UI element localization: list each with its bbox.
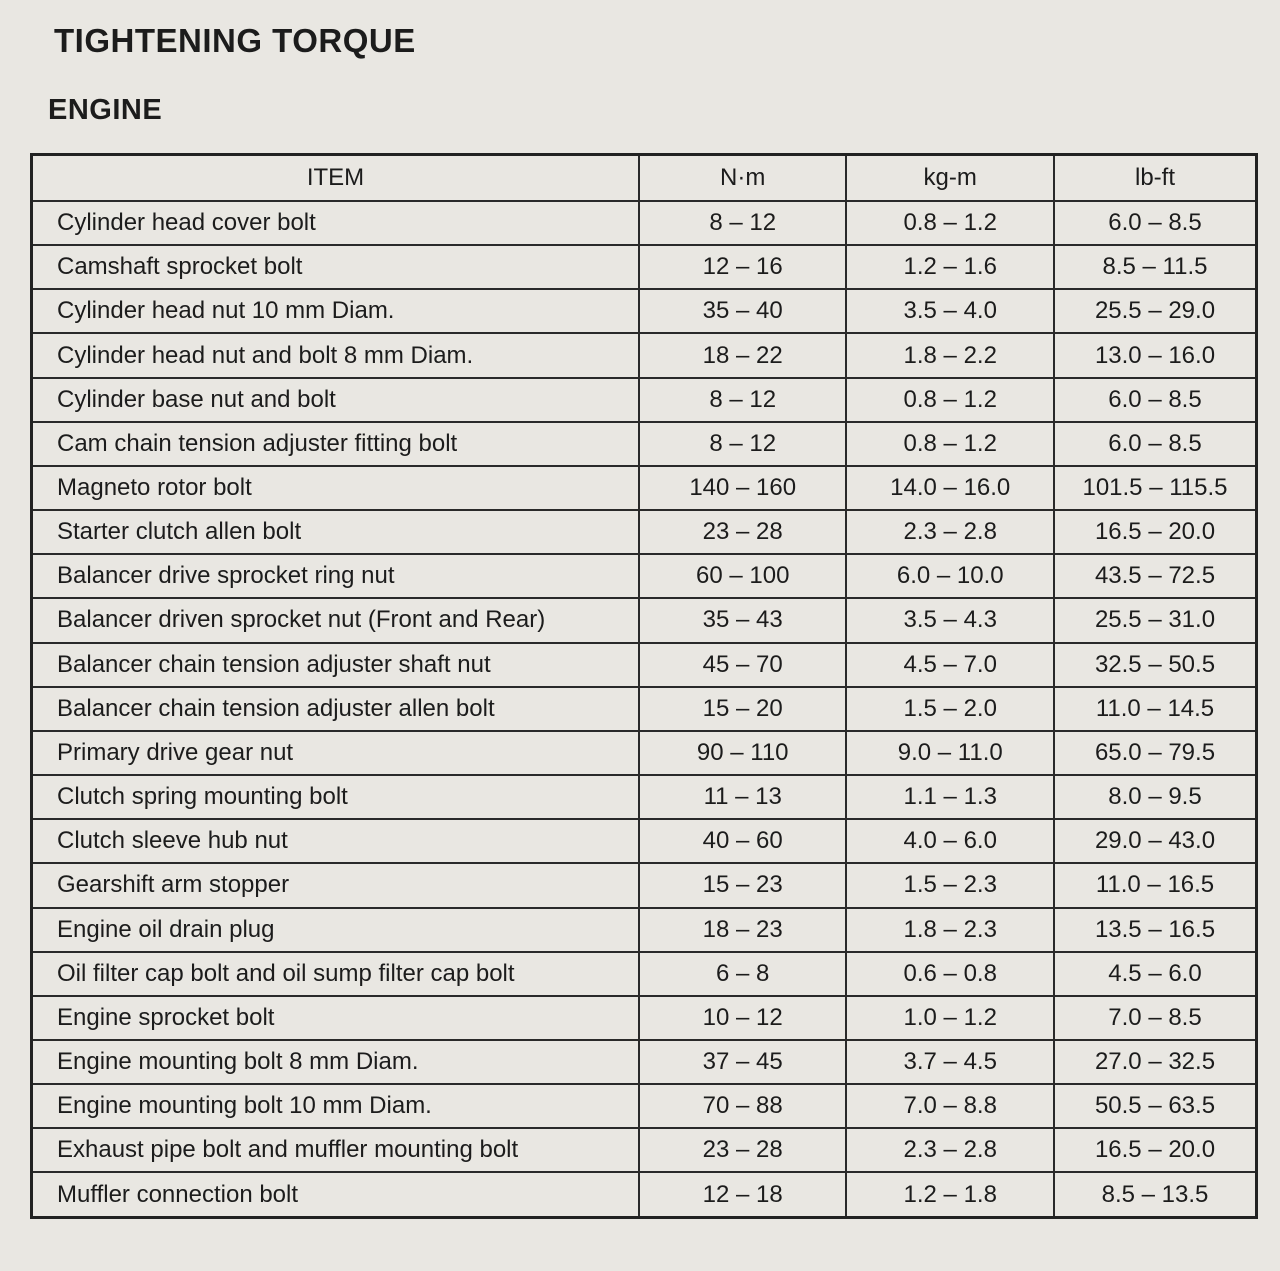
- kgm-cell: 0.8 – 1.2: [846, 422, 1054, 466]
- lbft-cell: 6.0 – 8.5: [1054, 201, 1257, 245]
- nm-cell: 140 – 160: [639, 466, 847, 510]
- nm-cell: 35 – 43: [639, 598, 847, 642]
- table-row: [32, 201, 1257, 245]
- kgm-cell: 6.0 – 10.0: [846, 554, 1054, 598]
- item-cell: Exhaust pipe bolt and muffler mounting bolt: [32, 1128, 639, 1172]
- lbft-cell: 6.0 – 8.5: [1054, 378, 1257, 422]
- item-cell: Clutch sleeve hub nut: [32, 819, 639, 863]
- nm-cell: 12 – 16: [639, 245, 847, 289]
- kgm-cell: 3.7 – 4.5: [846, 1040, 1054, 1084]
- item-cell: Magneto rotor bolt: [32, 466, 639, 510]
- item-cell: Starter clutch allen bolt: [32, 510, 639, 554]
- table-row: [32, 687, 1257, 731]
- lbft-cell: 50.5 – 63.5: [1054, 1084, 1257, 1128]
- item-cell: Oil filter cap bolt and oil sump filter cap bolt: [32, 952, 639, 996]
- kgm-cell: 1.5 – 2.0: [846, 687, 1054, 731]
- item-cell: Primary drive gear nut: [32, 731, 639, 775]
- lbft-cell: 8.5 – 13.5: [1054, 1172, 1257, 1217]
- kgm-cell: 0.8 – 1.2: [846, 378, 1054, 422]
- lbft-cell: 8.0 – 9.5: [1054, 775, 1257, 819]
- lbft-cell: 27.0 – 32.5: [1054, 1040, 1257, 1084]
- kgm-cell: 3.5 – 4.3: [846, 598, 1054, 642]
- table-row: [32, 731, 1257, 775]
- kgm-cell: 7.0 – 8.8: [846, 1084, 1054, 1128]
- table-row: [32, 510, 1257, 554]
- lbft-cell: 43.5 – 72.5: [1054, 554, 1257, 598]
- nm-cell: 23 – 28: [639, 510, 847, 554]
- table-row: [32, 378, 1257, 422]
- nm-cell: 6 – 8: [639, 952, 847, 996]
- table-row: [32, 422, 1257, 466]
- item-cell: Cylinder base nut and bolt: [32, 378, 639, 422]
- table-row: [32, 819, 1257, 863]
- kgm-cell: 3.5 – 4.0: [846, 289, 1054, 333]
- nm-cell: 23 – 28: [639, 1128, 847, 1172]
- item-cell: Muffler connection bolt: [32, 1172, 639, 1217]
- lbft-cell: 13.0 – 16.0: [1054, 333, 1257, 377]
- lbft-cell: 101.5 – 115.5: [1054, 466, 1257, 510]
- kgm-cell: 2.3 – 2.8: [846, 510, 1054, 554]
- kgm-cell: 1.0 – 1.2: [846, 996, 1054, 1040]
- kgm-cell: 1.1 – 1.3: [846, 775, 1054, 819]
- table-row: [32, 554, 1257, 598]
- table-row: [32, 333, 1257, 377]
- nm-cell: 45 – 70: [639, 643, 847, 687]
- nm-cell: 40 – 60: [639, 819, 847, 863]
- table-row: [32, 996, 1257, 1040]
- lbft-cell: 25.5 – 31.0: [1054, 598, 1257, 642]
- section-title: ENGINE: [48, 94, 163, 126]
- table-row: [32, 908, 1257, 952]
- table-row: [32, 952, 1257, 996]
- kgm-cell: 1.8 – 2.3: [846, 908, 1054, 952]
- item-cell: Cylinder head nut and bolt 8 mm Diam.: [32, 333, 639, 377]
- kgm-cell: 14.0 – 16.0: [846, 466, 1054, 510]
- item-cell: Cylinder head cover bolt: [32, 201, 639, 245]
- lbft-cell: 16.5 – 20.0: [1054, 510, 1257, 554]
- nm-cell: 60 – 100: [639, 554, 847, 598]
- item-cell: Gearshift arm stopper: [32, 863, 639, 907]
- lbft-cell: 25.5 – 29.0: [1054, 289, 1257, 333]
- header-lbft: lb-ft: [1054, 155, 1257, 202]
- lbft-cell: 32.5 – 50.5: [1054, 643, 1257, 687]
- nm-cell: 15 – 20: [639, 687, 847, 731]
- table-row: [32, 1128, 1257, 1172]
- header-kgm: kg-m: [846, 155, 1054, 202]
- lbft-cell: 16.5 – 20.0: [1054, 1128, 1257, 1172]
- item-cell: Engine sprocket bolt: [32, 996, 639, 1040]
- nm-cell: 35 – 40: [639, 289, 847, 333]
- page-title: TIGHTENING TORQUE: [54, 22, 416, 59]
- nm-cell: 8 – 12: [639, 422, 847, 466]
- lbft-cell: 65.0 – 79.5: [1054, 731, 1257, 775]
- item-cell: Cam chain tension adjuster fitting bolt: [32, 422, 639, 466]
- nm-cell: 12 – 18: [639, 1172, 847, 1217]
- nm-cell: 11 – 13: [639, 775, 847, 819]
- item-cell: Balancer chain tension adjuster allen bolt: [32, 687, 639, 731]
- item-cell: Engine oil drain plug: [32, 908, 639, 952]
- kgm-cell: 1.2 – 1.8: [846, 1172, 1054, 1217]
- table-header-row: [32, 155, 1257, 202]
- header-nm: N·m: [639, 155, 847, 202]
- table-row: [32, 245, 1257, 289]
- torque-table: [30, 153, 1258, 1219]
- lbft-cell: 8.5 – 11.5: [1054, 245, 1257, 289]
- item-cell: Engine mounting bolt 8 mm Diam.: [32, 1040, 639, 1084]
- item-cell: Balancer drive sprocket ring nut: [32, 554, 639, 598]
- table-row: [32, 598, 1257, 642]
- lbft-cell: 13.5 – 16.5: [1054, 908, 1257, 952]
- lbft-cell: 7.0 – 8.5: [1054, 996, 1257, 1040]
- nm-cell: 90 – 110: [639, 731, 847, 775]
- nm-cell: 15 – 23: [639, 863, 847, 907]
- kgm-cell: 4.0 – 6.0: [846, 819, 1054, 863]
- lbft-cell: 4.5 – 6.0: [1054, 952, 1257, 996]
- table-body: [32, 201, 1257, 1218]
- nm-cell: 37 – 45: [639, 1040, 847, 1084]
- table-row: [32, 775, 1257, 819]
- nm-cell: 10 – 12: [639, 996, 847, 1040]
- table-row: [32, 1172, 1257, 1217]
- kgm-cell: 1.2 – 1.6: [846, 245, 1054, 289]
- item-cell: Cylinder head nut 10 mm Diam.: [32, 289, 639, 333]
- lbft-cell: 6.0 – 8.5: [1054, 422, 1257, 466]
- table-row: [32, 466, 1257, 510]
- table-row: [32, 1040, 1257, 1084]
- nm-cell: 18 – 22: [639, 333, 847, 377]
- lbft-cell: 11.0 – 16.5: [1054, 863, 1257, 907]
- item-cell: Balancer chain tension adjuster shaft nut: [32, 643, 639, 687]
- item-cell: Balancer driven sprocket nut (Front and Rear): [32, 598, 639, 642]
- item-cell: Clutch spring mounting bolt: [32, 775, 639, 819]
- lbft-cell: 29.0 – 43.0: [1054, 819, 1257, 863]
- item-cell: Engine mounting bolt 10 mm Diam.: [32, 1084, 639, 1128]
- kgm-cell: 4.5 – 7.0: [846, 643, 1054, 687]
- kgm-cell: 0.6 – 0.8: [846, 952, 1054, 996]
- nm-cell: 70 – 88: [639, 1084, 847, 1128]
- nm-cell: 8 – 12: [639, 201, 847, 245]
- lbft-cell: 11.0 – 14.5: [1054, 687, 1257, 731]
- kgm-cell: 1.5 – 2.3: [846, 863, 1054, 907]
- kgm-cell: 0.8 – 1.2: [846, 201, 1054, 245]
- item-cell: Camshaft sprocket bolt: [32, 245, 639, 289]
- table-row: [32, 1084, 1257, 1128]
- kgm-cell: 9.0 – 11.0: [846, 731, 1054, 775]
- header-item: ITEM: [32, 155, 639, 202]
- kgm-cell: 1.8 – 2.2: [846, 333, 1054, 377]
- table-row: [32, 643, 1257, 687]
- kgm-cell: 2.3 – 2.8: [846, 1128, 1054, 1172]
- nm-cell: 8 – 12: [639, 378, 847, 422]
- table-row: [32, 289, 1257, 333]
- nm-cell: 18 – 23: [639, 908, 847, 952]
- table-row: [32, 863, 1257, 907]
